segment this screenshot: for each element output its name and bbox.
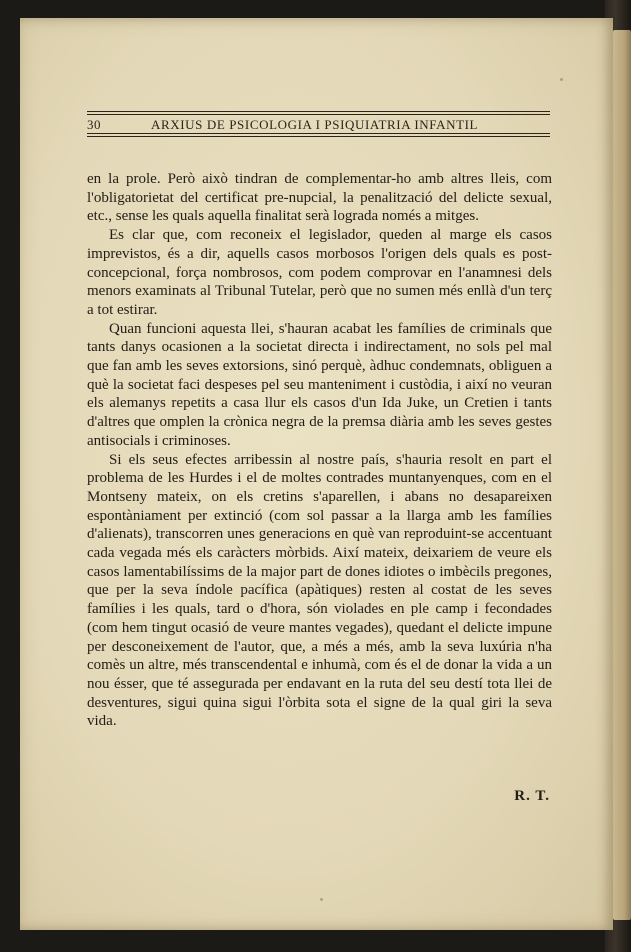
author-signature: R. T. [514, 788, 550, 804]
page-number: 30 [87, 117, 101, 132]
paper-speck [320, 898, 323, 901]
header-rule [87, 133, 550, 134]
header-rule [87, 114, 550, 115]
header-rule [87, 111, 550, 112]
paragraph: Quan funcioni aquesta llei, s'hauran acabat les famílies de criminals que tants danys ocasionen a la societat directa i indirectament, no sols pel mal que fan amb les seves extorsions, sinó perquè, àdhuc condemnats, obliguen a què la societat faci despeses pel seu manteniment i custòdia, i així no veuran els alemanys repetits a casa llur els casos d'un Ida Juke, un Cretien i tants d'altres que omplen la crònica negra de la premsa diària amb les seves gestes antisocials i criminoses. [87, 320, 552, 449]
paragraph: Es clar que, com reconeix el legislador, queden al marge els casos imprevistos, és a dir, aquells casos morbosos l'origen dels quals es post-concepcional, força nombrosos, com podem comprovar en l'anamnesi dels menors examinats al Tribunal Tutelar, però que no sumen més enllà d'un terç a tot estirar. [87, 227, 552, 318]
paragraph: Si els seus efectes arribessin al nostre país, s'hauria resolt en part el problema de les Hurdes i el de moltes contrades muntanyenques, com en el Montseny mateix, on els cretins s'aparellen, i abans no desapareixen espontàniament per extinció (com sol passar a la llarga amb les famílies d'alienats), transcorren unes generacions en què van reproduint-se accentuant cada vegada més els caràcters mòrbids. Així mateix, deixariem de veure els casos lamentabilíssims de la major part de dones idiotes o imbècils pregones, que per la seva índole pacífica (apàtiques) resten al costat de les seves famílies i les quals, tard o d'hora, són violades en ple camp i fecondades (com hem tingut ocasió de veure mantes vegades), quedant el delicte impune per desconeixement de l'autor, que, a més a més, amb la seva luxúria n'ha comès un altre, més transcendental e inhumà, com és el de donar la vida a un nou ésser, que té assegurada per endavant en la ruta del seu destí tota llei de desventures, sigui quina sigui l'òrbita sota el signe de la qual giri la seva vida. [87, 451, 552, 730]
running-header [87, 108, 550, 138]
journal-title: ARXIUS DE PSICOLOGIA I PSIQUIATRIA INFANTIL [151, 117, 479, 132]
page-edges [613, 30, 631, 920]
paragraph: en la prole. Però això tindran de complementar-ho amb altres lleis, com l'obligatorietat del certificat pre-nupcial, la penalització del delicte sexual, etc., sense les quals aquella finalitat serà lograda només a mitges. [87, 171, 552, 225]
paper-speck [560, 78, 563, 81]
header-rule [87, 136, 550, 137]
article-body [87, 170, 552, 731]
